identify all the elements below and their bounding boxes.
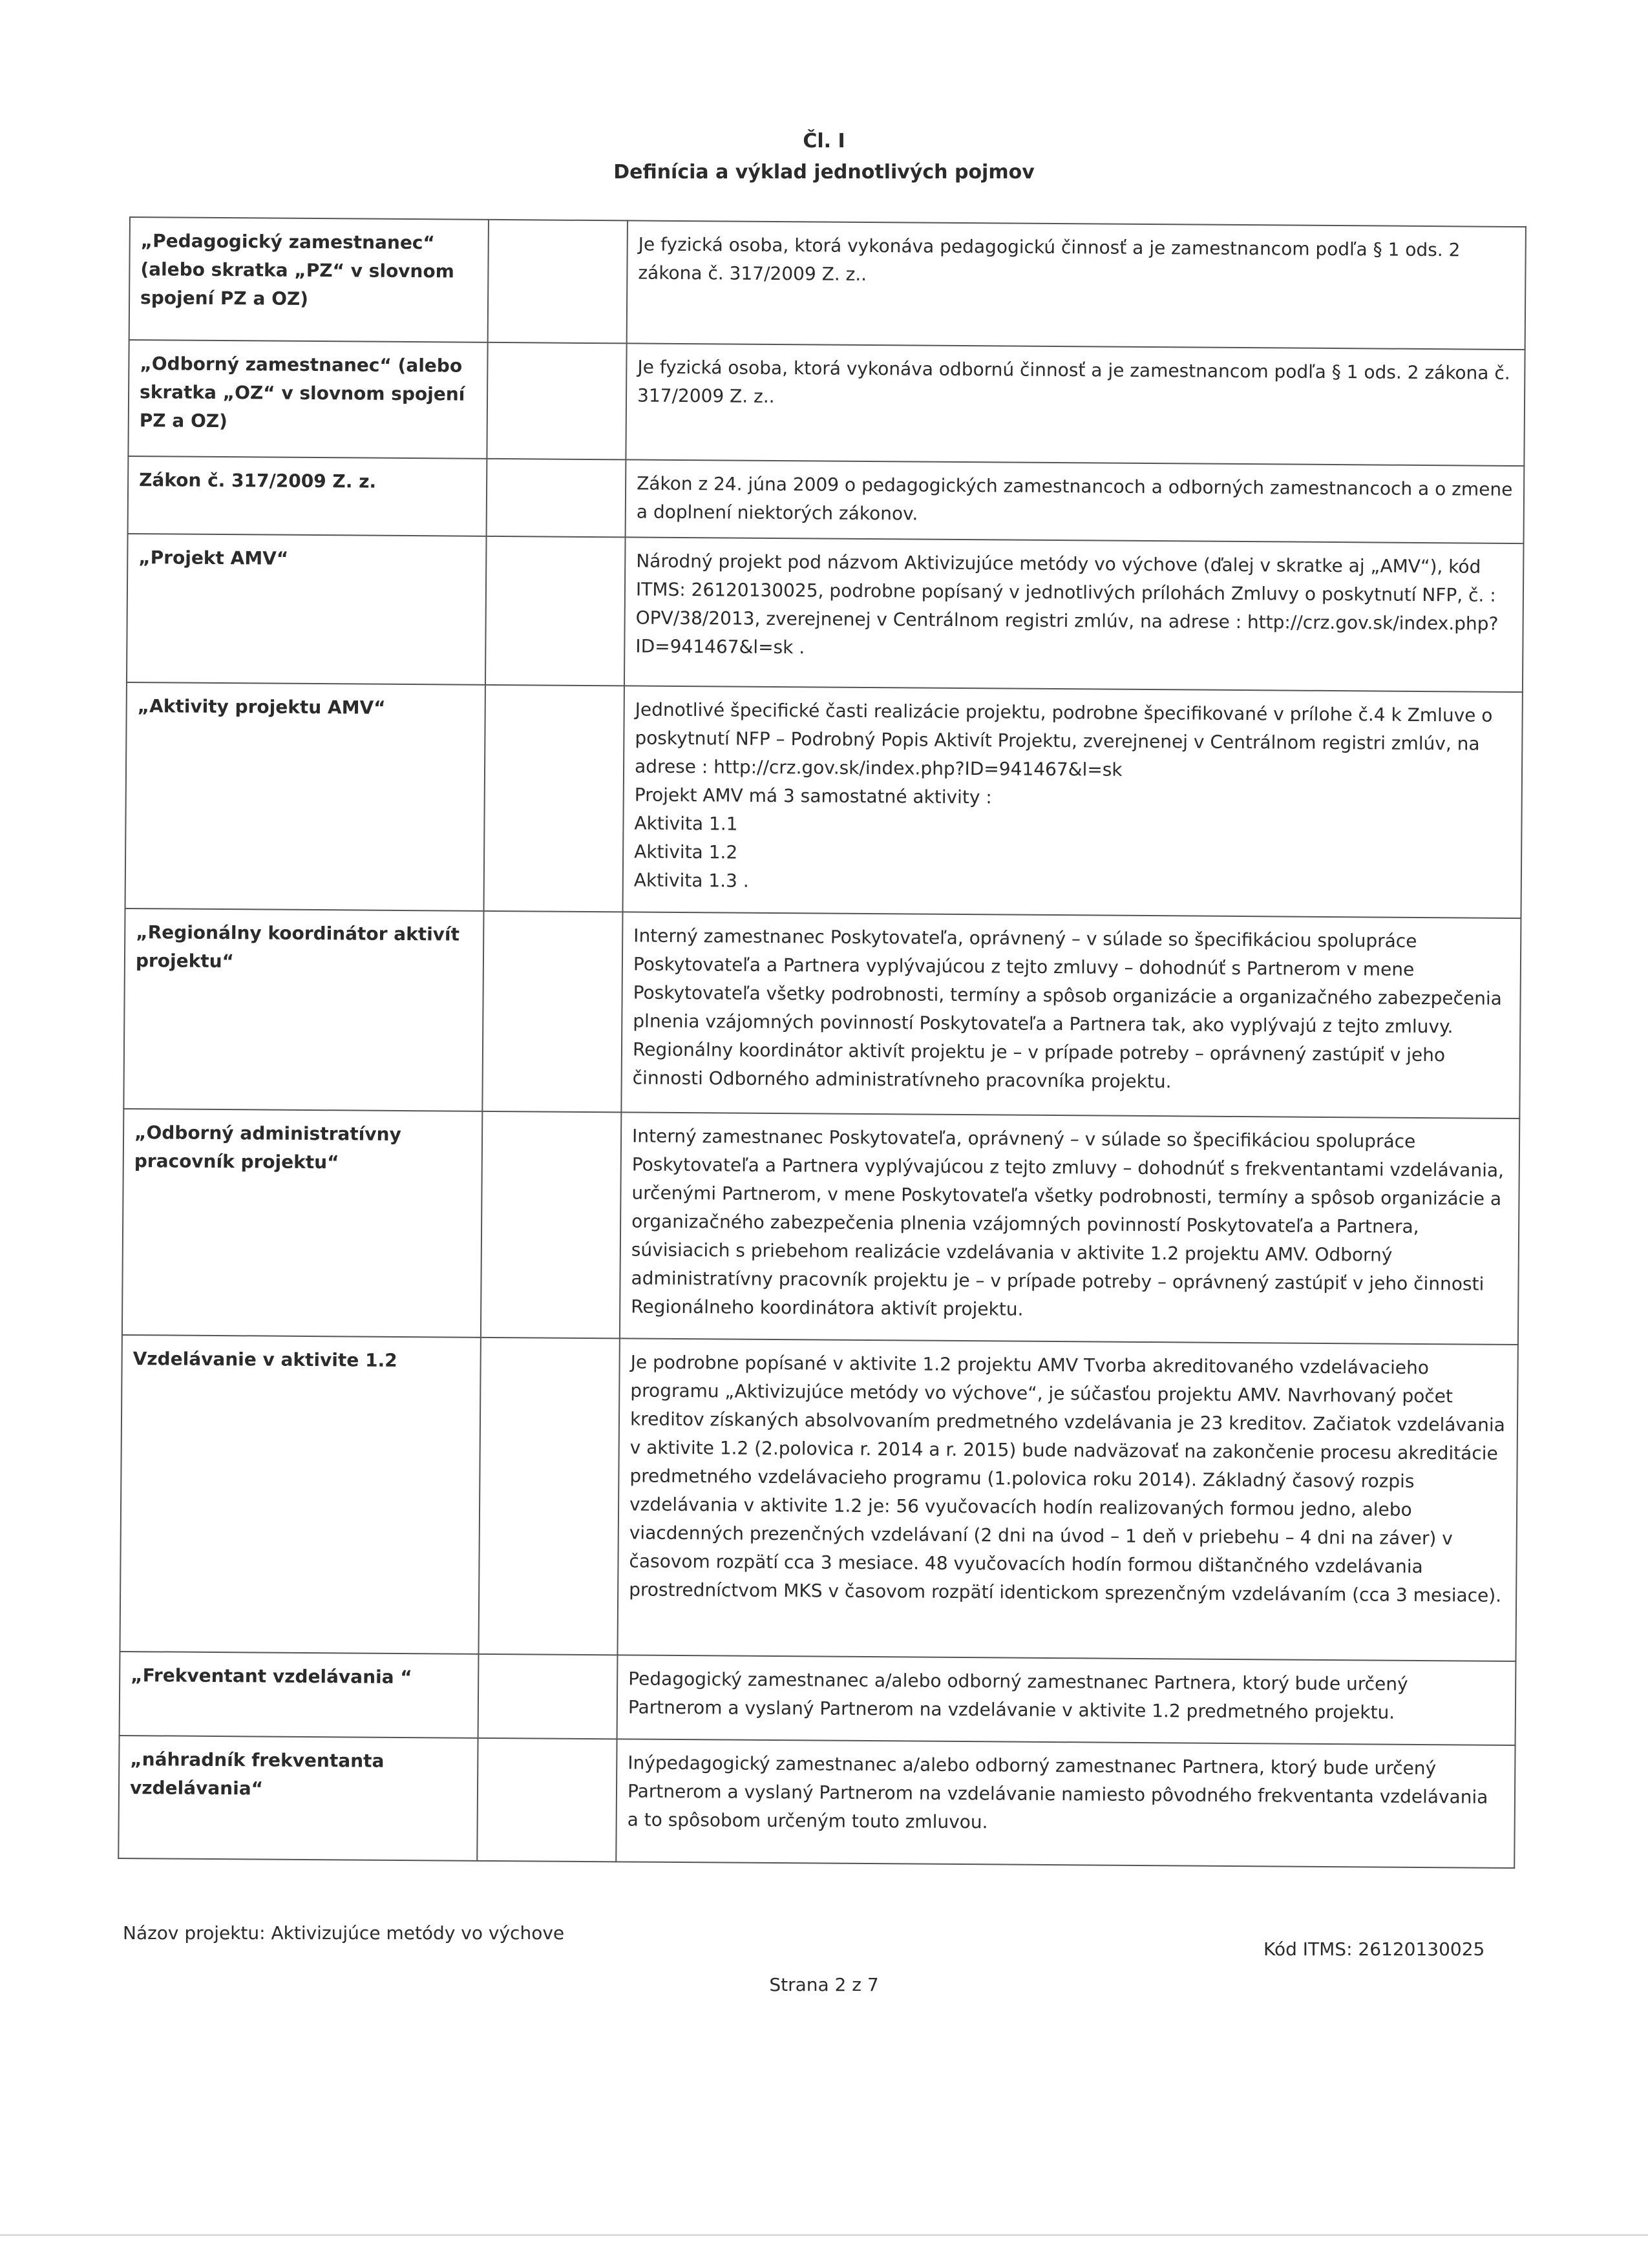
article-heading — [0, 126, 1648, 188]
empty-cell — [482, 911, 622, 1112]
definition-cell: Národný projekt pod názvom Aktivizujúce metódy vo výchove (ďalej v skratke aj „AMV“), kód ITMS: 26120130025, podrobne popísaný v jednotlivých prílohách Zmluvy o poskytnutí NFP, č. : OPV/38/2013, zverejnenej v Centrálnom registri zmlúv, na adrese : http://crz.gov.sk/index.php?ID=941467&l=sk . — [624, 537, 1524, 692]
term-cell: Zákon č. 317/2009 Z. z. — [128, 456, 487, 536]
term-cell: „náhradník frekventanta vzdelávania“ — [118, 1736, 478, 1861]
empty-cell — [478, 1654, 618, 1739]
term-cell: „Aktivity projektu AMV“ — [125, 682, 485, 911]
table-row — [123, 908, 1521, 1118]
table-row — [120, 1335, 1517, 1661]
empty-cell — [487, 342, 626, 459]
definition-cell: Inýpedagogický zamestnanec a/alebo odborný zamestnanec Partnera, ktorý bude určený Partnerom a vyslaný Partnerom na vzdelávanie namiesto pôvodného frekventanta vzdelávania a to spôsobom určeným touto zmluvou. — [616, 1739, 1515, 1868]
definition-cell: Jednotlivé špecifické časti realizácie projektu, podrobne špecifikované v prílohe č.4 k Zmluve o poskytnutí NFP – Podrobný Popis Aktivít Projektu, zverejnenej v Centrálnom registri zmlúv, na adrese : http://crz.gov.sk/index.php?ID=941467&l=sk Projekt AMV má 3 samostatné aktivity : Aktivita 1.1 Aktivita 1.2 Aktivita 1.3 . — [623, 686, 1523, 918]
article-number: Čl. I — [803, 130, 845, 152]
term-cell: „Odborný administratívny pracovník projektu“ — [122, 1109, 482, 1338]
empty-cell — [481, 1111, 621, 1338]
article-title: Definícia a výklad jednotlivých pojmov — [613, 161, 1035, 184]
empty-cell — [485, 536, 626, 686]
page-number: Strana 2 z 7 — [769, 1974, 879, 1995]
table-row — [122, 1109, 1519, 1345]
table-row — [128, 456, 1525, 543]
definition-cell: Je podrobne popísané v aktivite 1.2 projektu AMV Tvorba akreditovaného vzdelávacieho programu „Aktivizujúce metódy vo výchove“, je súčasťou projektu AMV. Navrhovaný počet kreditov získaných absolvovaním predmetného vzdelávania je 23 kreditov. Začiatok vzdelávania v aktivite 1.2 (2.polovica r. 2014 a r. 2015) bude nadväzovať na zakončenie procesu akreditácie predmetného vzdelávacieho programu (1.polovica roku 2014). Základný časový rozpis vzdelávania v aktivite 1.2 je: 56 vyučovacích hodín realizovaných formou jedno, alebo viacdenných prezenčných vzdelávaní (2 dni na úvod – 1 deň v priebehu – 4 dni na záver) v časovom rozpätí cca 3 mesiace. 48 vyučovacích hodín formou dištančného vzdelávania prostredníctvom MKS v časovom rozpätí identickom sprezenčným vzdelávaním (cca 3 mesiace). — [617, 1338, 1517, 1661]
table-row — [125, 682, 1523, 918]
definition-cell: Je fyzická osoba, ktorá vykonáva pedagogickú činnosť a je zamestnancom podľa § 1 ods. 2 zákona č. 317/2009 Z. z.. — [627, 220, 1526, 350]
empty-cell — [488, 220, 628, 343]
footer-project-name: Názov projektu: Aktivizujúce metódy vo výchove — [123, 1922, 565, 1944]
term-cell: „Projekt AMV“ — [127, 534, 487, 685]
empty-cell — [477, 1738, 617, 1862]
term-cell: Vzdelávanie v aktivite 1.2 — [120, 1335, 480, 1654]
definition-cell: Je fyzická osoba, ktorá vykonáva odbornú činnosť a je zamestnancom podľa § 1 ods. 2 zákona č. 317/2009 Z. z.. — [626, 343, 1525, 466]
term-cell: „Frekventant vzdelávania “ — [120, 1652, 479, 1738]
table-row — [118, 1736, 1515, 1868]
term-cell: „Pedagogický zamestnanec“ (alebo skratka „PZ“ v slovnom spojení PZ a OZ) — [129, 217, 489, 342]
definition-cell: Interný zamestnanec Poskytovateľa, oprávnený – v súlade so špecifikáciou spolupráce Poskytovateľa a Partnera vyplývajúcou z tejto zmluvy – dohodnúť s frekventantami vzdelávania, určenými Partnerom, v mene Poskytovateľa všetky podrobnosti, termíny a spôsob organizácie a organizačného zabezpečenia plnenia vzájomných povinností Poskytovateľa a Partnera, súvisiacich s priebehom realizácie vzdelávania v aktivite 1.2 projektu AMV. Odborný administratívny pracovník projektu je – v prípade potreby – oprávnený zastúpiť v jeho činnosti Regionálneho koordinátora aktivít projektu. — [620, 1112, 1519, 1345]
empty-cell — [478, 1338, 619, 1655]
definition-cell: Zákon z 24. júna 2009 o pedagogických zamestnancoch a odborných zamestnancoch a o zmene a doplnení niektorých zákonov. — [626, 459, 1525, 543]
table-row — [127, 534, 1524, 692]
table-row — [129, 217, 1526, 350]
scan-edge-line — [0, 2234, 1648, 2236]
table-row — [128, 340, 1525, 466]
definitions-table — [118, 216, 1527, 1869]
empty-cell — [484, 685, 624, 912]
definition-cell: Interný zamestnanec Poskytovateľa, oprávnený – v súlade so špecifikáciou spolupráce Poskytovateľa a Partnera vyplývajúcou z tejto zmluvy – dohodnúť s Partnerom v mene Poskytovateľa všetky podrobnosti, termíny a spôsob organizácie a organizačného zabezpečenia plnenia vzájomných povinností Poskytovateľa a Partnera tak, ako vyplývajú z tejto zmluvy. Regionálny koordinátor aktivít projektu je – v prípade potreby – oprávnený zastúpiť v jeho činnosti Odborného administratívneho pracovníka projektu. — [621, 912, 1521, 1118]
term-cell: „Odborný zamestnanec“ (alebo skratka „OZ“ v slovnom spojení PZ a OZ) — [128, 340, 487, 459]
term-cell: „Regionálny koordinátor aktivít projektu“ — [123, 908, 483, 1111]
footer-itms-code: Kód ITMS: 26120130025 — [1263, 1938, 1485, 1960]
empty-cell — [487, 459, 626, 537]
table-row — [120, 1652, 1516, 1745]
definition-cell: Pedagogický zamestnanec a/alebo odborný zamestnanec Partnera, ktorý bude určený Partnerom a vyslaný Partnerom na vzdelávanie v aktivite 1.2 predmetného projektu. — [617, 1655, 1516, 1745]
